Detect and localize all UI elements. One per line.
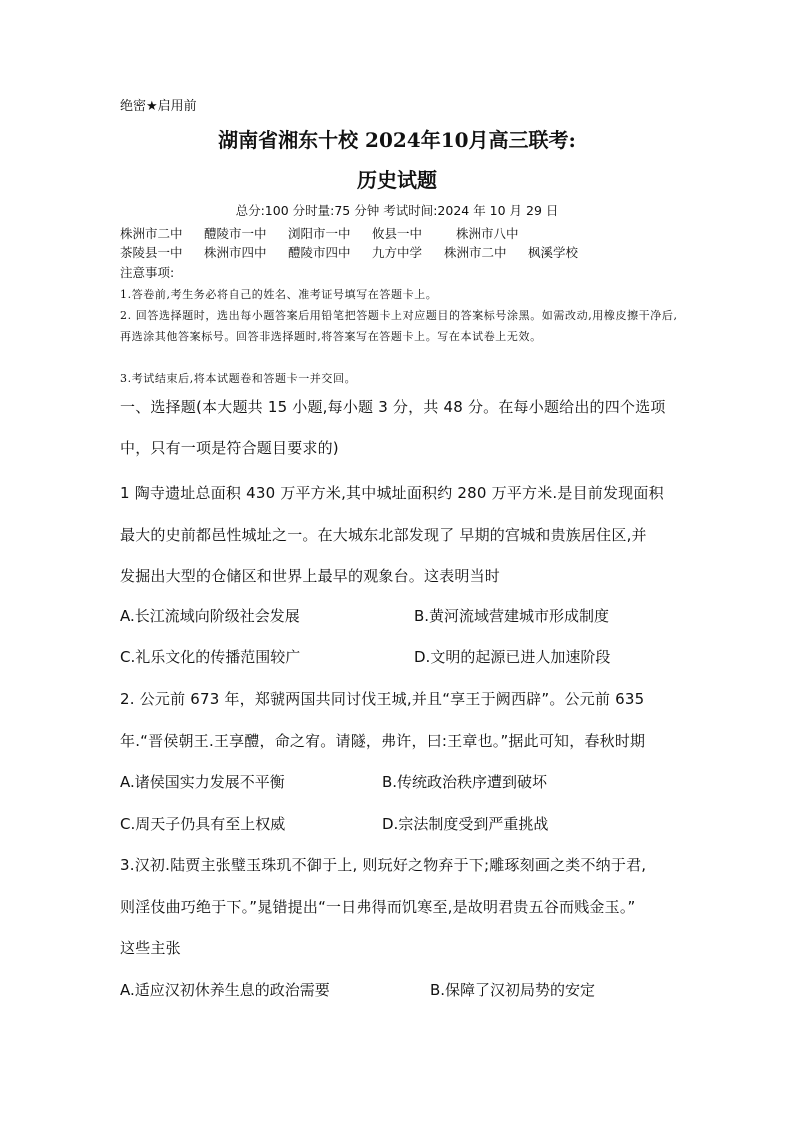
question-3-option-a: A.适应汉初休养生息的政治需要 — [120, 981, 330, 999]
school-name: 枫溪学校 — [528, 245, 579, 260]
question-3-line-2: 则淫伎曲巧绝于下。”晁错提出“一日弗得而饥寒至,是故明君贵五谷而贱金玉。” — [120, 898, 636, 916]
school-name: 株洲市八中 — [456, 226, 519, 241]
question-2-option-c: C.周天子仍具有至上权威 — [120, 815, 286, 833]
question-2-option-d: D.宗法制度受到严重挑战 — [382, 815, 549, 833]
question-2-line-2: 年.“晋侯朝王.王享醴，命之宥。请隧，弗许，曰:王章也。”据此可知，春秋时期 — [120, 732, 646, 750]
question-3-line-3: 这些主张 — [120, 939, 181, 957]
confidential-label: 绝密★启用前 — [120, 99, 197, 114]
notice-item-3: 3.考试结束后,将本试题卷和答题卡一并交回。 — [120, 372, 357, 385]
school-name: 浏阳市一中 — [288, 226, 351, 241]
school-list-row-1 — [120, 224, 519, 242]
question-1-option-a: A.长江流域向阶级社会发展 — [120, 607, 300, 625]
notice-item-1: 1.答卷前,考生务必将自己的姓名、准考证号填写在答题卡上。 — [120, 288, 438, 301]
school-name: 醴陵市四中 — [288, 245, 351, 260]
school-name: 株洲市四中 — [204, 245, 267, 260]
question-1-line-1: 1 陶寺遗址总面积 430 万平方米,其中城址面积约 280 万平方米.是目前发现面积 — [120, 484, 664, 502]
question-2-option-a: A.诸侯国实力发展不平衡 — [120, 773, 285, 791]
question-3-line-1: 3.汉初.陆贾主张璧玉珠玑不御于上, 则玩好之物弃于下;雕琢刻画之类不纳于君, — [120, 856, 647, 874]
school-name: 醴陵市一中 — [204, 226, 267, 241]
school-name: 九方中学 — [372, 245, 423, 260]
school-name: 株洲市二中 — [120, 226, 183, 241]
exam-subtitle: 历史试题 — [357, 168, 437, 192]
school-name: 攸县一中 — [372, 226, 423, 241]
question-1-option-d: D.文明的起源已进人加速阶段 — [414, 648, 611, 666]
section-heading-line-2: 中，只有一项是符合题目要求的) — [120, 439, 339, 457]
question-2-line-1: 2. 公元前 673 年，郑虢两国共同讨伐王城,并且“享王于阙西辟”。公元前 635 — [120, 690, 645, 708]
school-list-row-2 — [120, 243, 578, 261]
school-name: 株洲市二中 — [444, 245, 507, 260]
notice-heading: 注意事项: — [120, 265, 175, 280]
school-name: 茶陵县一中 — [120, 245, 183, 260]
exam-meta: 总分:100 分时量:75 分钟 考试时间:2024 年 10 月 29 日 — [235, 203, 559, 218]
question-3-option-b: B.保障了汉初局势的安定 — [430, 981, 596, 999]
question-1-option-c: C.礼乐文化的传播范围较广 — [120, 648, 301, 666]
question-2-option-b: B.传统政治秩序遭到破坏 — [382, 773, 548, 791]
question-1-line-2: 最大的史前都邑性城址之一。在大城东北部发现了 早期的宫城和贵族居住区,并 — [120, 526, 647, 544]
exam-title: 湖南省湘东十校 2024年10月高三联考: — [218, 128, 576, 152]
question-1-line-3: 发掘出大型的仓储区和世界上最早的观象台。这表明当时 — [120, 567, 501, 585]
section-heading-line-1: 一、选择题(本大题共 15 小题,每小题 3 分，共 48 分。在每小题给出的四个选项 — [120, 398, 666, 416]
question-1-option-b: B.黄河流域营建城市形成制度 — [414, 607, 610, 625]
notice-item-2: 2. 回答选择题时，选出每小题答案后用铅笔把答题卡上对应题目的答案标号涂黑。如需改动,用橡皮擦干净后,再选涂其他答案标号。回答非选择题时,将答案写在答题卡上。写在本试卷上无效。 — [120, 309, 678, 343]
